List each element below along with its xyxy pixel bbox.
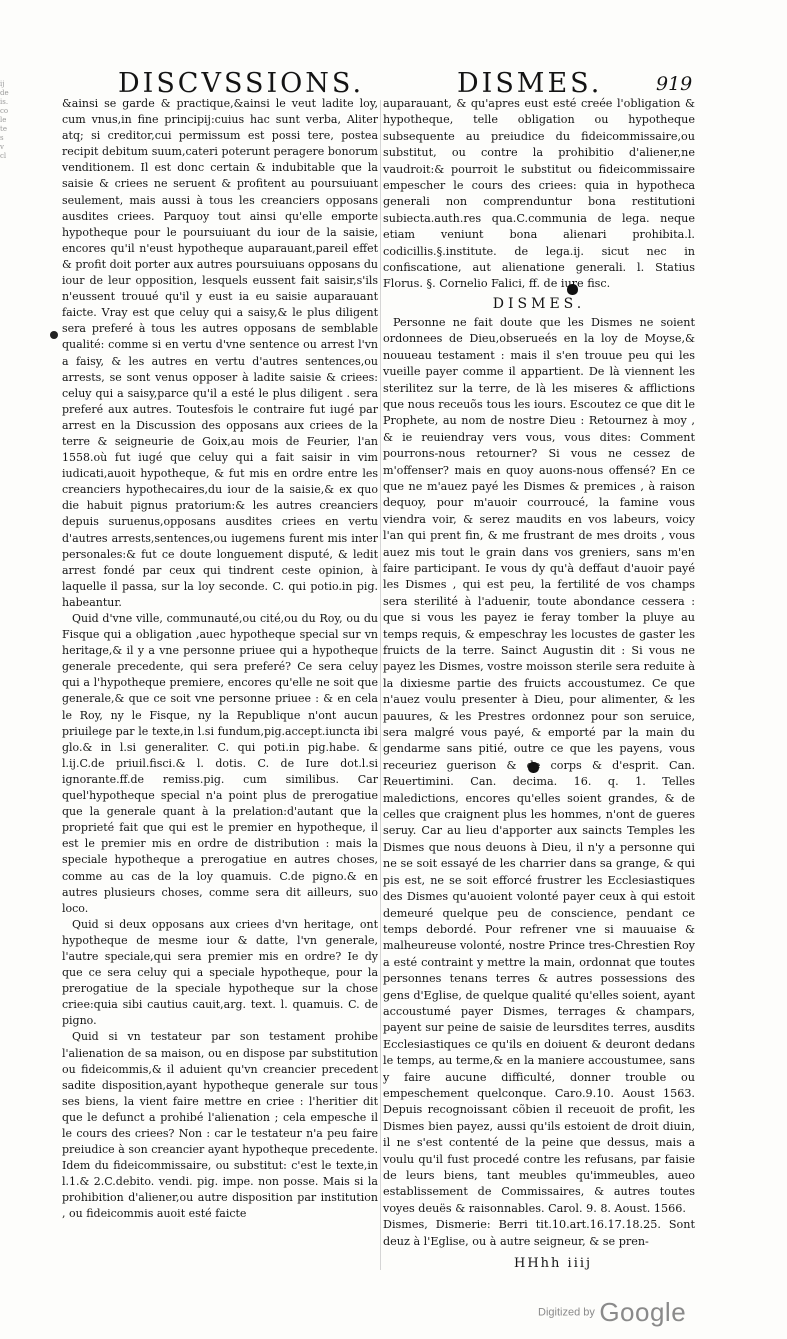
section-title: DISMES. (492, 295, 586, 312)
right-column (383, 96, 695, 1250)
left-paragraph: Quid si deux opposans aux criees d'vn heritage, ont hypotheque de mesme iour & datte, l'vn generale, l'autre speciale,qui sera premier mis en ordre? Ie dy que ce sera celuy qui a speciale hypotheque, pour la prerogatiue de la speciale hypotheque sur la chose criee:quia sibi cautius cauit,arg. text. l. quamuis. C. de pigno. (62, 917, 378, 1028)
watermark-prefix: Digitized by (538, 1306, 595, 1319)
left-column (62, 96, 378, 1223)
digitization-watermark (538, 1297, 686, 1328)
column-divider (380, 100, 381, 1270)
right-continuation: auparauant, & qu'apres eust esté creée l'obligation & hypotheque, telle obligation ou hypotheque subsequente au preiudice du fideicommissaire,ou substitut, ou contre la prohibitio d'aliener,ne vaudroit:& pourroit le substitut ou fideicommissaire empescher le cours des criees: quia in hypotheca generali non comprenduntur bona restitutioni subiecta.auth.res qua.C.communia de lega. neque etiam veniunt bona alienari prohibita.l. codicillis.§.institute. de lega.ij. sicut nec in confiscatione, aut alienatione generali. l. Statius Florus. §. Cornelio Falici, ff. de iure fisc. (383, 97, 695, 291)
left-paragraph: Quid d'vne ville, communauté,ou cité,ou du Roy, ou du Fisque qui a obligation ,auec hypotheque special sur vn heritage,& il y a vne personne priuee qui a hypotheque generale precedente, qui sera preferé? Ce sera celuy qui a l'hypotheque premiere, encores qu'elle ne soit que generale,& que ce soit vne personne priuee : & en cela le Roy, ny le Fisque, ny la Republique n'ont aucun priuilege par le texte,in l.si fundum,pig.accept.iuncta ibi glo.& in l.si generaliter. C. qui poti.in pig.habe. & l.ij.C.de priuil.fisci.& l. dotis. C. de Iure dot.l.si ignorante.ff.de remiss.pig. cum similibus. Car quel'hypotheque special n'a point plus de prerogatiue que la generale quant à la prelation:d'autant que la proprieté fait que qui est le premier en hypotheque, il est le premier mis en ordre de distribution : mais la speciale hypotheque a prerogatiue en autres choses, comme au cas de la loy quamuis. C.de pigno.& en autres plusieurs choses, comme sera dit ailleurs, suo loco. (62, 612, 378, 915)
right-paragraph: Personne ne fait doute que les Dismes ne soient ordonnees de Dieu,obserueés en la loy de Moyse,& nouueau testament : mais il s'en trouue peu qui les vueille payer comme il appartient. De là viennent les sterilitez sur la terre, de là les miseres & afflictions que nous receuõs tous les iours. Escoutez ce que dit le Prophete, au nom de nostre Dieu : Retournez à moy , & ie reuiendray vers vous, vous dites: Comment pourrons-nous retourner? Si vous ne cessez de m'offenser? mais en quoy auons-nous offensé? En ce que ne m'auez payé les Dismes & premices , à raison dequoy, pour m'auoir courroucé, la famine vous viendra voir, & serez maudits en vos labeurs, voicy l'an qui prent fin, & me frustrant de mes droits , vous auez mis tout le grain dans vos greniers, sans m'en faire participant. Ie vous dy qu'à deffaut d'auoir payé les Dismes , qui est peu, la fertilité de vos champs sera sterilité à l'aduenir, toute abondance cessera : que si vous les payez ie feray tomber la pluye au temps requis, & empeschray les locustes de gaster les fruicts de la terre. Sainct Augustin dit : Si vous ne payez les Dismes, vostre moisson sterile sera reduite à la dixiesme partie des fruicts accoustumez. Ce que n'auez voulu presenter à Dieu, pour alimenter, & les pauures, & les Prestres ordonnez pour son seruice, sera malgré vous payé, & emporté par la main du gendarme sans pitié, outre ce que les payens, vous receuriez guerison & de corps & d'esprit. Can. Reuertimini. Can. decima. 16. q. 1. Telles maledictions, encores qu'elles soient grandes, & de celles que craignent plus les hommes, n'ont de gueres seruy. Car au lieu d'apporter aux saincts Temples les Dismes que nous deuons à Dieu, il n'y a personne qui ne se soit essayé de les charrier dans sa grange, & qui pis est, ne se soit efforcé frustrer les Ecclesiastiques des Dismes qu'auoient volonté payer ceux à qui estoit demeuré quelque peu de conscience, pendant ce temps debordé. Pour refrener vne si mauuaise & malheureuse volonté, nostre Prince tres-Chrestien Roy a esté contraint y mettre la main, ordonnat que toutes personnes tenans terres & autres possessions des gens d'Eglise, de quelque qualité qu'elles soient, ayant accoustumé payer Dismes, terrages & champars, payent sur peine de saisie de leursdites terres, ausdits Ecclesiastiques ce qu'ils en doiuent & deuront dedans le temps, au terme,& en la maniere accoustumee, sans y faire aucune difficulté, donner trouble ou empeschement quelconque. Caro.9.10. Aoust 1563. Depuis recognoissant cõbien il receuoit de profit, les Dismes bien payez, aussi qu'ils estoient de droit diuin, il ne s'est contenté de la peine que dessus, mais a voulu qu'il fust procedé contre les refusans, par faisie de leurs biens, tant meubles qu'immeubles, aueo establissement de Commissaires, & autres toutes voyes deuës & raisonnables. Carol. 9. 8. Aoust. 1566. (383, 315, 695, 1215)
page-number: 919 (656, 73, 693, 95)
right-paragraph: Dismes, Dismerie: Berri tit.10.art.16.17.18.25. Sont deuz à l'Eglise, ou à autre seigneur, & se pren- (383, 1218, 695, 1248)
running-head-right: DISMES. (457, 68, 603, 99)
margin-notes: ij de is. co le te s v cl (0, 80, 9, 160)
running-head-left: DISCVSSIONS. (118, 68, 365, 99)
watermark-brand: Google (599, 1297, 687, 1327)
left-paragraph: Quid si vn testateur par son testament prohibe l'alienation de sa maison, ou en dispose par substitution ou fideicommis,& il aduient qu'vn creancier precedent sadite disposition,ayant hypotheque generale sur tous ses biens, la vient faire mettre en criee : l'heritier dit que le defunct a prohibé l'alienation ; cela empesche il le cours des criees? Non : car le testateur n'a peu faire preiudice à son creancier ayant hypotheque precedente. Idem du fideicommissaire, ou substitut: c'est le texte,in l.1.& 2.C.debito. vendi. pig. impe. non posse. Mais si la prohibition d'aliener,ou autre disposition par institution , ou fideicommis auoit esté faicte (62, 1030, 378, 1221)
margin-pointer-mark (50, 331, 58, 339)
signature-mark: HHhh iiij (514, 1256, 593, 1271)
left-paragraph: &ainsi se garde & practique,&ainsi le veut ladite loy, cum vnus,in fine principij:cuius hac sunt verba, Aliter atq; si creditor,cui permissum est possi tere, postea recipit debitum suum,cateri poterunt peragere bonorum venditionem. Il est donc certain & indubitable que la saisie & criees ne seruent & profitent au poursuiuant seulement, mais aussi à tous les creanciers opposans ausdites criees. Parquoy tout ainsi qu'elle emporte hypotheque pour le poursuiuant du iour de la saisie, encores qu'il n'eust hypotheque auparauant,pareil effet & profit doit porter aux autres poursuiuans opposans du iour de leur opposition, lesquels eussent fait saisir,s'ils n'eussent trouué qu'il y eust ia eu saisie auparauant faicte. Vray est que celuy qui a saisy,& le plus diligent sera preferé à tous les autres opposans de semblable qualité: comme si en vertu d'vne sentence ou arrest l'vn a faisy, & les autres en vertu d'autres sentences,ou arrests, se sont venus opposer à ladite saisie & criees: celuy qui a saisy,parce qu'il a esté le plus diligent . sera preferé aux autres. Toutesfois le contraire fut iugé par arrest en la Discussion des opposans aux criees de la terre & seigneurie de Goix,au mois de Feurier, l'an 1558.où fut iugé que celuy qui a fait saisir in vim iudicati,auoit hypotheque, & fut mis en ordre entre les creanciers hypothecaires,du iour de la saisie,& ex quo die habuit pignus pratorium:& les autres creanciers depuis suruenus,opposans ausdites criees en vertu d'autres arrests,sentences,ou iugemens furent mis inter personales:& fut ce doute longuement disputé, & ledit arrest fondé par ceux qui tindrent ceste opinion, à laquelle il passa, sur la loy seconde. C. qui potio.in pig. habeantur. (62, 97, 378, 609)
